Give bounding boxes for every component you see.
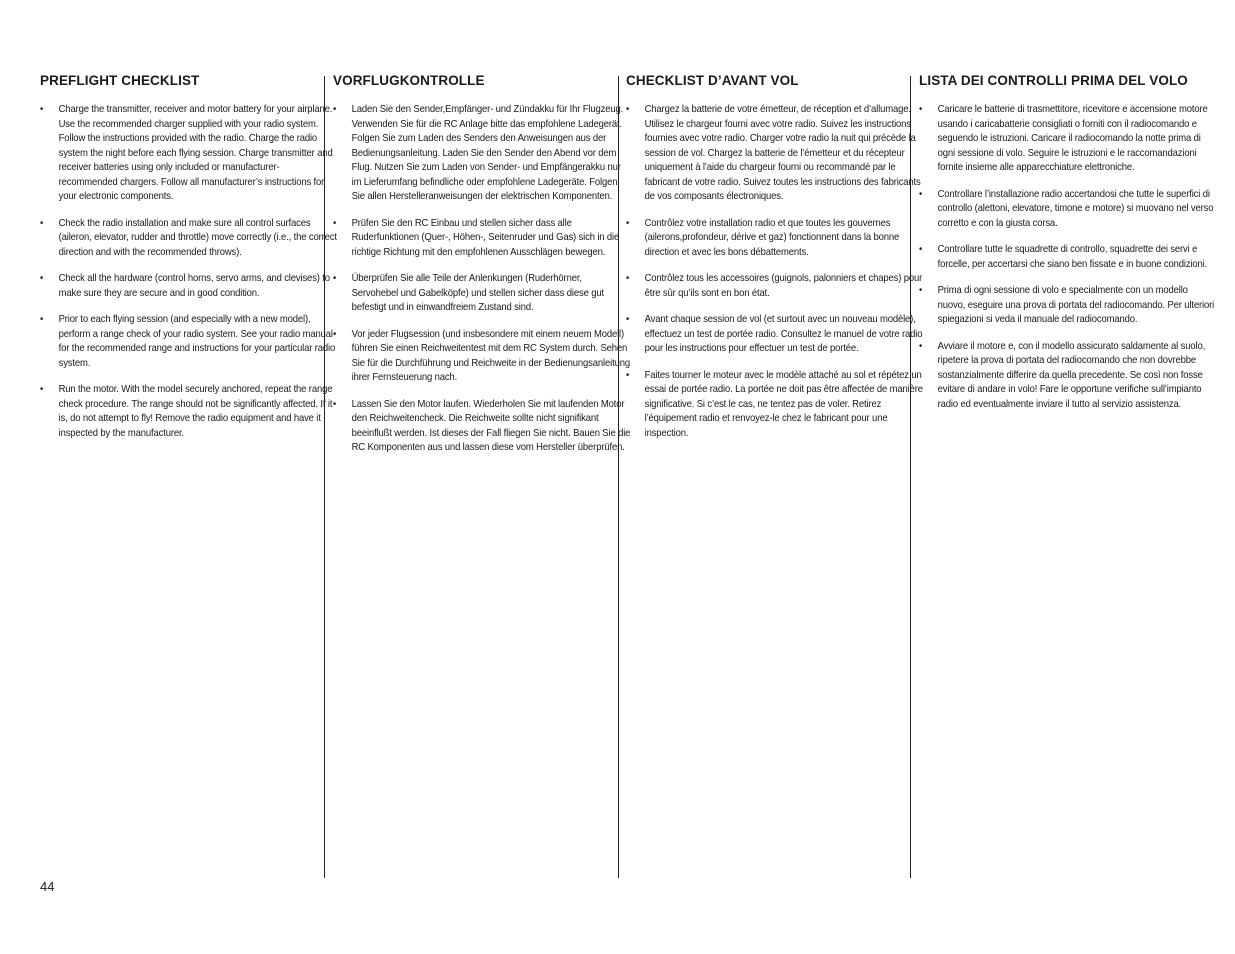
checklist-item [919,284,1217,328]
checklist-item [40,383,338,441]
checklist-item [333,217,631,261]
bullet-icon: • [919,244,923,255]
column-heading: LISTA DEI CONTROLLI PRIMA DEL VOLO [919,73,1188,88]
checklist-item-text: Check all the hardware (control horns, servo arms, and clevises) to make sure they are secure and in good condition. [58,273,330,299]
checklist [333,103,631,456]
bullet-icon: • [626,369,630,381]
checklist-item [919,243,1217,272]
checklist-item [40,217,338,261]
checklist-item [40,272,338,301]
bullet-icon: • [333,398,337,410]
checklist-item [919,188,1217,232]
bullet-icon: • [626,273,630,284]
checklist-column-english [40,72,337,453]
column-heading: PREFLIGHT CHECKLIST [40,73,200,88]
checklist-item-text: Überprüfen Sie alle Teile der Anlenkungen (Ruderhörner, Servohebel und Gabelköpfe) und stellen sicher dass diese gut befestigt und in einwandfreiem Zustand sind. [351,273,604,313]
checklist-item-text: Run the motor. With the model securely anchored, repeat the range check procedure. The range should not be significantly affected. If it is, do not attempt to fly! Remove the radio equipment and have it inspected by the manufacturer. [58,384,333,439]
checklist-item [626,103,924,205]
bullet-icon: • [919,188,923,200]
column-heading: VORFLUGKONTROLLE [333,73,485,88]
bullet-icon: • [40,104,44,115]
checklist-item [919,340,1217,413]
checklist-item-text: Contrôlez tous les accessoires (guignols, palonniers et chapes) pour être sûr qu’ils sont en bon état. [644,273,923,299]
checklist-item-text: Controllare tutte le squadrette di controllo, squadrette dei servi e forcelle, per accertarsi che siano ben fissate e in buone condizioni. [937,244,1208,270]
bullet-icon: • [40,384,44,395]
checklist-item-text: Caricare le batterie di trasmettitore, ricevitore e accensione motore usando i caricabatterie consigliati o forniti con il radiocomando e seguendo le istruzioni. Caricare il radiocomando la notte prima di ogni sessione di volo. Seguire le istruzioni e le raccomandazioni fornite insieme alle apparecchiature elettroniche. [937,104,1208,173]
checklist-item-text: Vor jeder Flugsession (und insbesondere mit einem neuem Modell) führen Sie einen Reichweitentest mit dem RC System durch. Sehen Sie für die Durchführung und Reichweite in der Bedienungsanleitung ihrer Fernsteuerung nach. [351,328,630,383]
checklist [919,103,1215,412]
checklist-item [40,103,338,205]
checklist-item [626,313,924,357]
checklist-item-text: Faites tourner le moteur avec le modèle attaché au sol et répétez un essai de portée radio. La portée ne doit pas être affectée de manière significative. Si c’est le cas, ne tentez pas de voler. Retirez l’équipement radio et renvoyez-le chez le fabricant pour une inspection. [644,369,923,439]
checklist-item [40,313,338,371]
bullet-icon: • [919,340,923,352]
checklist-item-text: Avant chaque session de vol (et surtout avec un nouveau modèle), effectuez un test de portée radio. Consultez le manuel de votre radio pour les instructions pour effectuer un test de portée. [644,314,923,354]
checklist-item [919,103,1217,176]
bullet-icon: • [333,273,337,284]
column-heading: CHECKLIST D’AVANT VOL [626,73,799,88]
bullet-icon: • [40,314,44,325]
checklist-item-text: Prüfen Sie den RC Einbau und stellen sicher dass alle Ruderfunktionen (Quer-, Höhen-, Seitenruder und Gas) sich in die richtige Richtung mit den empfohlenen Ausschlägen bewegen. [351,217,620,258]
checklist [40,103,337,441]
bullet-icon: • [626,104,630,115]
checklist-item [626,272,924,301]
bullet-icon: • [919,285,923,296]
checklist [626,103,923,441]
checklist-item [333,328,631,386]
checklist-item-text: Contrôlez votre installation radio et que toutes les gouvernes (ailerons,profondeur, dérive et gaz) fonctionnent dans la bonne direction et avec les bons débattements. [644,217,900,258]
checklist-item-text: Prima di ogni sessione di volo e specialmente con un modello nuovo, eseguire una prova di portata del radiocomando. Per ulteriori spiegazioni si veda il manuale del radiocomando. [937,285,1215,325]
checklist-item [333,272,631,316]
checklist-column-french [626,72,923,453]
bullet-icon: • [626,314,630,325]
bullet-icon: • [919,104,923,115]
checklist-item-text: Lassen Sie den Motor laufen. Wiederholen Sie mit laufenden Motor den Reichweitencheck. Die Reichweite sollte nicht signifikant beeinflußt werden. Ist dieses der Fall fliegen Sie nicht. Bauen Sie die RC Komponenten aus und lassen diese vom Hersteller überprüfen. [351,398,631,453]
checklist-item [333,398,631,456]
checklist-item-text: Chargez la batterie de votre émetteur, de réception et d’allumage. Utilisez le chargeur fourni avec votre radio. Suivez les instructions fournies avec votre radio. Charger votre radio la nuit qui précède la session de vol. Chargez la batterie de l’émetteur et du récepteur uniquement à l’aide du chargeur fourni ou recommandé par le fabricant de votre radio. Suivez toutes les instructions des fabricants de vos composants électroniques. [644,104,921,202]
bullet-icon: • [40,217,44,229]
checklist-item [333,103,631,205]
page-number: 44 [40,879,55,894]
bullet-icon: • [626,217,630,229]
bullet-icon: • [333,104,337,115]
checklist-item-text: Avviare il motore e, con il modello assicurato saldamente al suolo, ripetere la prova di portata del radiocomando che non dovrebbe sostanzialmente differire da quella precedente. Se così non fosse evitare di andare in volo! Fare le opportune verifiche sull’impianto radio ed eventualmente inviare il tutto al servizio assistenza. [937,340,1206,410]
bullet-icon: • [333,217,337,229]
checklist-item [626,217,924,261]
checklist-item-text: Prior to each flying session (and especially with a new model), perform a range check of your radio system. See your radio manual for the recommended range and instructions for your particular radio system. [58,314,336,369]
bullet-icon: • [333,328,337,340]
checklist-column-italian [919,72,1215,424]
checklist-item-text: Check the radio installation and make sure all control surfaces (aileron, elevator, rudder and throttle) move correctly (i.e., the correct direction and with the recommended throws). [58,217,337,258]
checklist-item [626,369,924,442]
checklist-item-text: Charge the transmitter, receiver and motor battery for your airplane. Use the recommended charger supplied with your radio system. Follow the instructions provided with the radio. Charge the radio system the night before each flying session. Charge transmitter and receiver batteries using only included or manufacturer-recommended chargers. Follow all manufacturer’s instructions for your electronic components. [58,104,333,202]
checklist-item-text: Controllare l’installazione radio accertandosi che tutte le superfici di controllo (alettoni, elevatore, timone e motore) si muovano nel verso corretto e con la giusta corsa. [937,188,1214,229]
bullet-icon: • [40,273,44,284]
checklist-column-german [333,72,631,468]
checklist-item-text: Laden Sie den Sender,Empfänger- und Zündakku für Ihr Flugzeug. Verwenden Sie für die RC Anlage bitte das empfohlene Ladegerät. Folgen Sie zum Laden des Senders den Anweisungen aus der Bedienungsanleitung. Laden Sie den Sender den Abend vor dem Flug. Nutzen Sie zum Laden von Sender- und Empfängerakku nur im Lieferumfang befindliche oder empfohlene Ladegeräte. Folgen Sie allen Herstelleranweisungen der elektrischen Komponenten. [351,104,624,202]
